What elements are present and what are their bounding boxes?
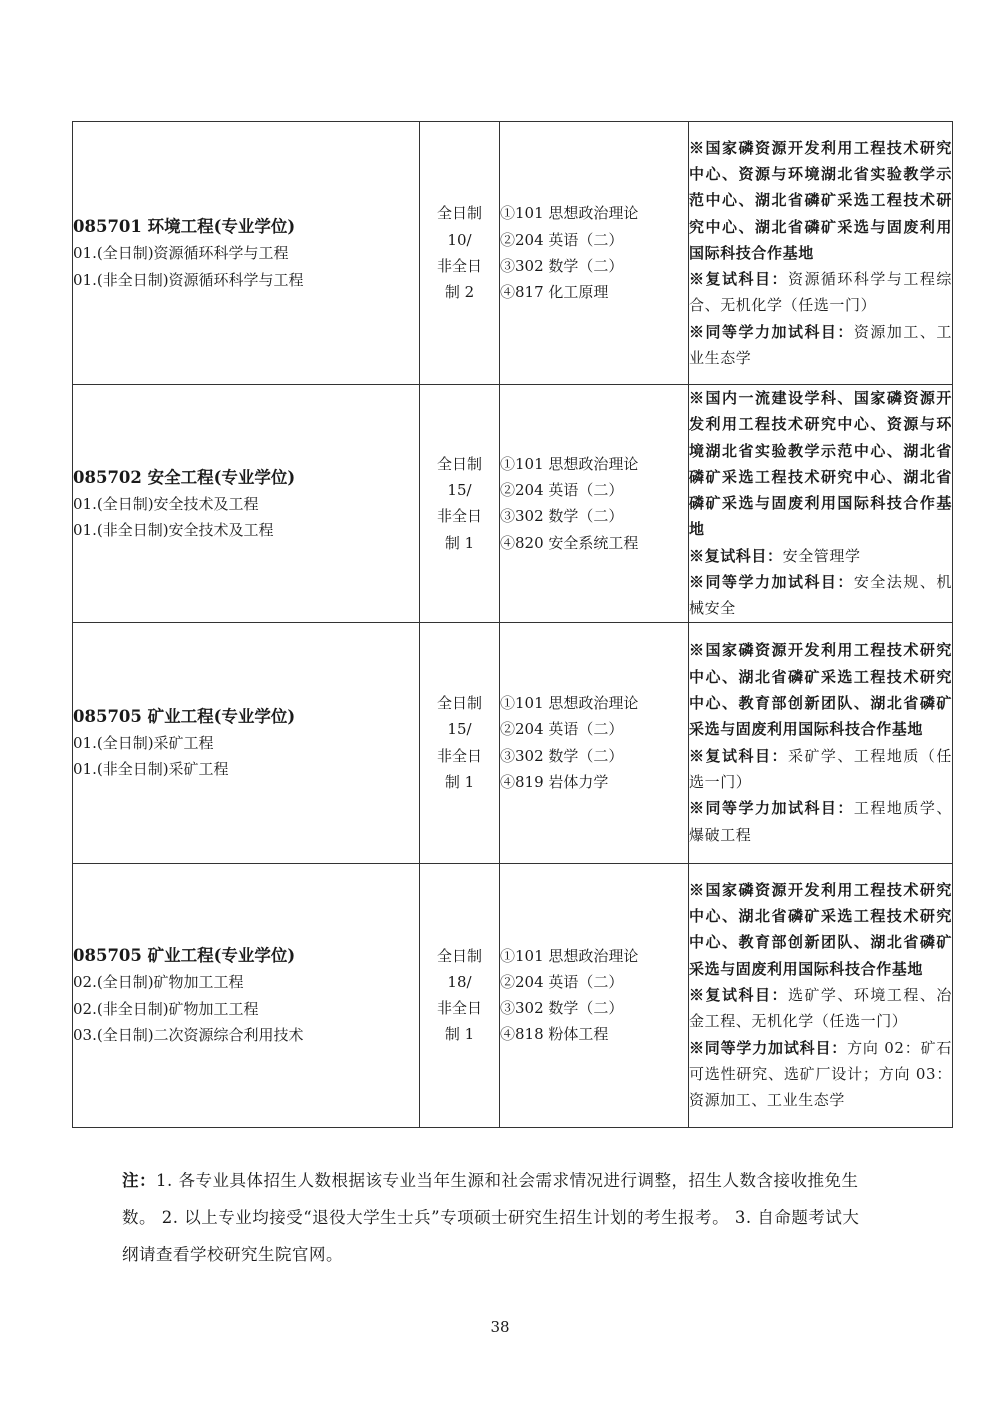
direction-item: 01.(全日制)采矿工程 (73, 733, 214, 752)
retest-note (689, 266, 952, 319)
major-cell (73, 863, 420, 1127)
exam-subject: ①101 思想政治理论 (500, 454, 639, 473)
retest-subjects: 安全管理学 (782, 546, 861, 565)
exam-subject: ①101 思想政治理论 (500, 204, 639, 223)
plan-line: 制 1 (444, 772, 475, 791)
direction-item: 01.(全日制)安全技术及工程 (73, 494, 259, 513)
direction-item: 01.(非全日制)采矿工程 (73, 760, 229, 779)
exam-subject: ②204 英语（二） (500, 481, 624, 500)
exam-subject: ②204 英语（二） (500, 230, 624, 249)
retest-subjects: 选矿学、环境工程、冶金工程、无机化学（任选一门） (689, 986, 952, 1031)
exam-subject: ②204 英语（二） (500, 972, 624, 991)
exam-subject: ①101 思想政治理论 (500, 946, 639, 965)
plan-line: 非全日 (436, 746, 482, 765)
note-cell (689, 122, 953, 385)
major-cell (73, 622, 420, 863)
plan-line: 非全日 (436, 507, 482, 526)
plan-line: 10/ (447, 230, 472, 249)
plan-line: 制 1 (444, 533, 475, 552)
exam-subject: ③302 数学（二） (500, 746, 624, 765)
retest-note (689, 743, 952, 796)
major-cell (73, 385, 420, 623)
direction-item: 02.(全日制)矿物加工工程 (73, 973, 244, 992)
exam-subject: ④818 粉体工程 (500, 1025, 609, 1044)
plan-line: 15/ (447, 481, 472, 500)
extra-exam-label: ※同等学力加试科目： (689, 799, 854, 818)
retest-note (689, 982, 952, 1035)
plan-cell (420, 385, 500, 623)
retest-label: ※复试科目： (689, 546, 783, 565)
major-title: 085702 安全工程(专业学位) (73, 467, 296, 487)
plan-line: 15/ (447, 720, 472, 739)
retest-note (689, 543, 952, 569)
retest-subjects: 资源循环科学与工程综合、无机化学（任选一门） (689, 270, 952, 315)
extra-exam-note (689, 1035, 952, 1114)
platform-note: ※国家磷资源开发利用工程技术研究中心、湖北省磷矿采选工程技术研究中心、教育部创新团队、湖北省磷矿采选与固废利用国际科技合作基地 (689, 641, 952, 739)
plan-line: 制 2 (444, 283, 475, 302)
extra-exam-note (689, 569, 952, 622)
retest-label: ※复试科目： (689, 746, 788, 765)
exam-subject: ④819 岩体力学 (500, 772, 609, 791)
page-number: 38 (490, 1318, 510, 1336)
exam-cell (500, 622, 689, 863)
direction-item: 01.(非全日制)安全技术及工程 (73, 520, 274, 539)
table-row (73, 122, 953, 385)
extra-exam-subjects: 工程地质学、爆破工程 (689, 799, 952, 844)
footnote (122, 1162, 862, 1273)
direction-item: 01.(非全日制)资源循环科学与工程 (73, 270, 304, 289)
exam-subject: ④820 安全系统工程 (500, 533, 639, 552)
exam-subject: ①101 思想政治理论 (500, 694, 639, 713)
major-title: 085701 环境工程(专业学位) (73, 217, 296, 237)
extra-exam-subjects: 方向 02：矿石可选性研究、选矿厂设计；方向 03：资源加工、工业生态学 (689, 1038, 952, 1110)
table-row (73, 385, 953, 623)
plan-line: 非全日 (436, 999, 482, 1018)
retest-label: ※复试科目： (689, 986, 788, 1005)
direction-item: 03.(全日制)二次资源综合利用技术 (73, 1025, 304, 1044)
exam-cell (500, 122, 689, 385)
note-cell (689, 385, 953, 623)
extra-exam-label: ※同等学力加试科目： (689, 1038, 848, 1057)
major-title: 085705 矿业工程(专业学位) (73, 946, 296, 966)
extra-exam-label: ※同等学力加试科目： (689, 573, 854, 592)
note-cell (689, 863, 953, 1127)
extra-exam-label: ※同等学力加试科目： (689, 322, 854, 341)
platform-note: ※国内一流建设学科、国家磷资源开发利用工程技术研究中心、资源与环境湖北省实验教学示范中心、湖北省磷矿采选工程技术研究中心、湖北省磷矿采选与固废利用国际科技合作基地 (689, 389, 952, 539)
plan-line: 非全日 (436, 257, 482, 275)
footnote-label: 注： (122, 1171, 156, 1190)
retest-subjects: 采矿学、工程地质（任选一门） (689, 746, 952, 791)
plan-line: 全日制 (436, 454, 482, 473)
plan-cell (420, 863, 500, 1127)
platform-note: ※国家磷资源开发利用工程技术研究中心、资源与环境湖北省实验教学示范中心、湖北省磷矿采选工程技术研究中心、湖北省磷矿采选与固废利用国际科技合作基地 (689, 138, 952, 262)
plan-line: 制 1 (444, 1025, 475, 1044)
plan-cell (420, 622, 500, 863)
enrollment-table (72, 121, 953, 1128)
exam-subject: ③302 数学（二） (500, 257, 624, 275)
major-title: 085705 矿业工程(专业学位) (73, 706, 296, 726)
extra-exam-subjects: 资源加工、工业生态学 (689, 322, 952, 368)
extra-exam-note (689, 795, 952, 848)
exam-subject: ②204 英语（二） (500, 720, 624, 739)
platform-note: ※国家磷资源开发利用工程技术研究中心、湖北省磷矿采选工程技术研究中心、教育部创新团队、湖北省磷矿采选与固废利用国际科技合作基地 (689, 880, 952, 978)
exam-cell (500, 863, 689, 1127)
exam-cell (500, 385, 689, 623)
plan-cell (420, 122, 500, 385)
plan-line: 全日制 (436, 204, 482, 223)
footnote-text: 1. 各专业具体招生人数根据该专业当年生源和社会需求情况进行调整，招生人数含接收推免生数。 2. 以上专业均接受“退役大学生士兵”专项硕士研究生招生计划的考生报考。 3. 自命题考试大纲请查看学校研究生院官网。 (122, 1171, 860, 1264)
retest-label: ※复试科目： (689, 270, 788, 289)
plan-line: 全日制 (436, 946, 482, 965)
exam-subject: ③302 数学（二） (500, 999, 624, 1018)
direction-item: 01.(全日制)资源循环科学与工程 (73, 244, 289, 263)
exam-subject: ④817 化工原理 (500, 283, 609, 302)
plan-line: 18/ (447, 972, 472, 991)
major-cell (73, 122, 420, 385)
table-row (73, 622, 953, 863)
direction-item: 02.(非全日制)矿物加工工程 (73, 999, 259, 1018)
table-row (73, 863, 953, 1127)
note-cell (689, 622, 953, 863)
extra-exam-subjects: 安全法规、机械安全 (689, 573, 952, 618)
plan-line: 全日制 (436, 694, 482, 713)
exam-subject: ③302 数学（二） (500, 507, 624, 526)
extra-exam-note (689, 319, 952, 372)
